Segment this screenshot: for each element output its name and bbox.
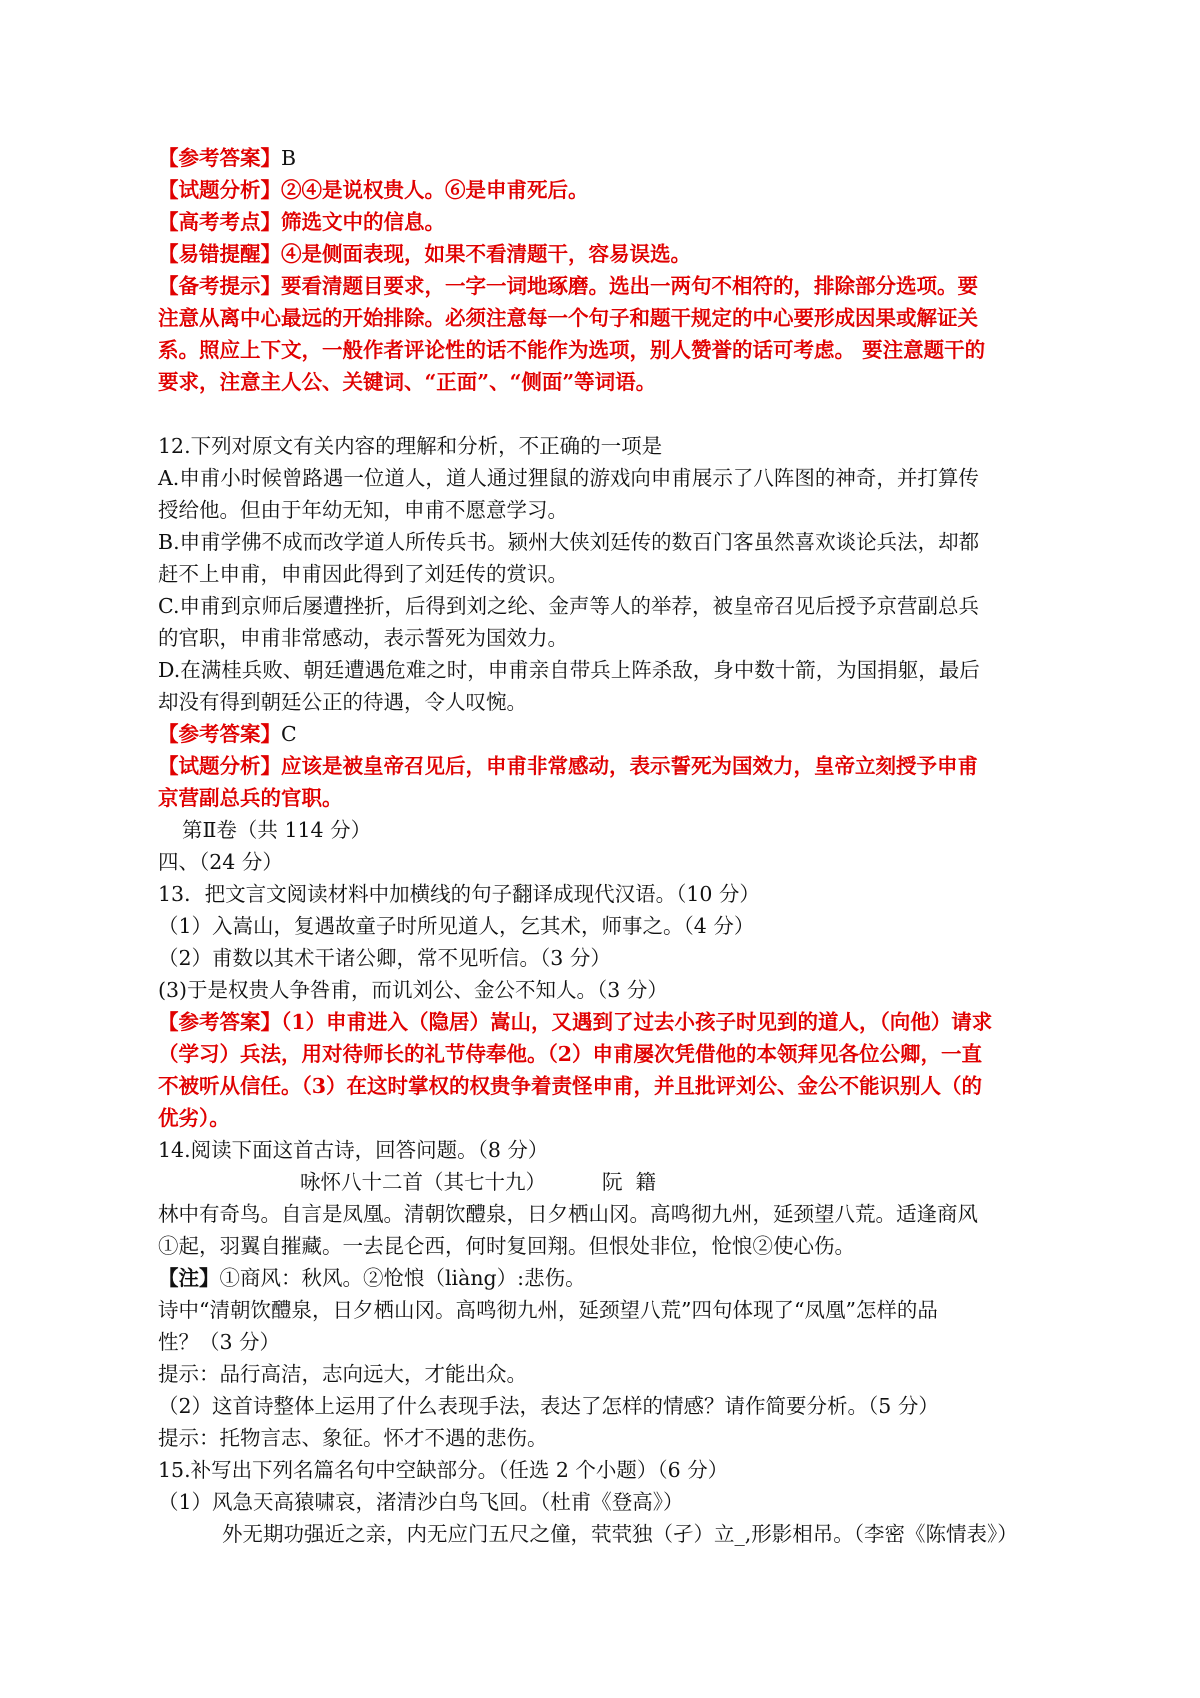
warning-text: ④是侧面表现，如果不看清题干，容易误选。 <box>281 242 691 266</box>
volume-2-heading: 第Ⅱ卷（共 114 分） <box>182 818 372 842</box>
q12-option-b-2: 赶不上申甫，申甫因此得到了刘廷传的赏识。 <box>158 562 568 586</box>
q14-hint-1: 提示：品行高洁，志向远大，才能出众。 <box>158 1362 527 1386</box>
tip-text-3: 系。照应上下文，一般作者评论性的话不能作为选项，别人赞誉的话可考虑。 要注意题干的 <box>158 338 986 362</box>
q12-analysis-tag: 【试题分析】 <box>158 754 281 778</box>
q12-option-d-2: 却没有得到朝廷公正的待遇，令人叹惋。 <box>158 690 527 714</box>
poem-note-line <box>158 1262 1038 1294</box>
q14-sub1-text-1: 诗中“清朝饮醴泉，日夕栖山冈。高鸣彻九州，延颈望八荒”四句体现了“凤凰”怎样的品 <box>158 1298 938 1322</box>
q12-analysis-line <box>158 750 1038 782</box>
q15-item-1: （1）风急天高猿啸哀，渚清沙白鸟飞回。（杜甫《登高》） <box>158 1490 684 1514</box>
q12-option-c-1: C.申甫到京师后屡遭挫折，后得到刘之纶、金声等人的举荐，被皇帝召见后授予京营副总兵 <box>158 594 979 618</box>
exam-point-tag: 【高考考点】 <box>158 210 281 234</box>
q12-option-a-2: 授给他。但由于年幼无知，申甫不愿意学习。 <box>158 498 568 522</box>
poem-text-2: ①起，羽翼自摧藏。一去昆仑西，何时复回翔。但恨处非位，怆悢②使心伤。 <box>158 1234 855 1258</box>
poem-title-line <box>158 1166 1038 1198</box>
q12-answer-value: C <box>281 722 297 746</box>
warning-line <box>158 238 1038 270</box>
q13-answer-text-2: （学习）兵法，用对待师长的礼节侍奉他。（2）申甫屡次凭借他的本领拜见各位公卿，一直 <box>158 1042 983 1066</box>
q13-answer-text-1: （1）申甫进入（隐居）嵩山，又遇到了过去小孩子时见到的道人，（向他）请求 <box>281 1010 993 1034</box>
tip-text-4: 要求，注意主人公、关键词、“正面”、“侧面”等词语。 <box>158 370 657 394</box>
q12-option-c-2: 的官职，申甫非常感动，表示誓死为国效力。 <box>158 626 568 650</box>
document-page <box>158 142 1038 1550</box>
exam-point-line <box>158 206 1038 238</box>
q14-stem: 14.阅读下面这首古诗，回答问题。（8 分） <box>158 1138 549 1162</box>
q13-answer-text-4: 优劣）。 <box>158 1106 230 1130</box>
q14-sub1-text-2: 性？（3 分） <box>158 1330 281 1354</box>
q12-answer-tag: 【参考答案】 <box>158 722 281 746</box>
q12-option-b-1: B.申甫学佛不成而改学道人所传兵书。颍州大侠刘廷传的数百门客虽然喜欢谈论兵法，却都 <box>158 530 980 554</box>
q12-analysis-text-2: 京营副总兵的官职。 <box>158 786 343 810</box>
warning-tag: 【易错提醒】 <box>158 242 281 266</box>
tip-tag: 【备考提示】 <box>158 274 281 298</box>
q14-sub2: （2）这首诗整体上运用了什么表现手法，表达了怎样的情感？请作简要分析。（5 分） <box>158 1394 939 1418</box>
analysis-line <box>158 174 1038 206</box>
q13-stem: 13．把文言文阅读材料中加横线的句子翻译成现代汉语。（10 分） <box>158 882 760 906</box>
q12-option-a-1: A.申甫小时候曾路遇一位道人，道人通过狸鼠的游戏向申甫展示了八阵图的神奇，并打算传 <box>158 466 979 490</box>
q15-item-2: 外无期功强近之亲，内无应门五尺之僮，茕茕独（孑）立_,形影相吊。（李密《陈情表》） <box>222 1522 1018 1546</box>
q13-sentence-3: (3)于是权贵人争咎甫，而讥刘公、金公不知人。（3 分） <box>158 978 668 1002</box>
part-4-heading: 四、（24 分） <box>158 850 283 874</box>
q15-stem: 15.补写出下列名篇名句中空缺部分。（任选 2 个小题）（6 分） <box>158 1458 729 1482</box>
poem-title: 咏怀八十二首（其七十九） <box>300 1170 546 1194</box>
tip-text-1: 要看清题目要求，一字一词地琢磨。选出一两句不相符的，排除部分选项。要 <box>281 274 978 298</box>
q12-analysis-text-1: 应该是被皇帝召见后，申甫非常感动，表示誓死为国效力，皇帝立刻授予申甫 <box>281 754 978 778</box>
q13-answer-tag: 【参考答案】 <box>158 1010 281 1034</box>
q12-answer-line <box>158 718 1038 750</box>
q13-answer-line <box>158 1006 1038 1038</box>
answer-value: B <box>281 146 297 170</box>
spacer <box>158 398 1038 430</box>
analysis-tag: 【试题分析】 <box>158 178 281 202</box>
exam-point-text: 筛选文中的信息。 <box>281 210 445 234</box>
q14-hint-2: 提示：托物言志、象征。怀才不遇的悲伤。 <box>158 1426 548 1450</box>
q13-answer-text-3: 不被听从信任。（3）在这时掌权的权贵争着责怪申甫，并且批评刘公、金公不能识别人（的 <box>158 1074 983 1098</box>
poem-text-1: 林中有奇鸟。自言是凤凰。清朝饮醴泉，日夕栖山冈。高鸣彻九州，延颈望八荒。适逢商风 <box>158 1202 978 1226</box>
answer-line <box>158 142 1038 174</box>
q13-sentence-1: （1）入嵩山，复遇故童子时所见道人，乞其术，师事之。（4 分） <box>158 914 755 938</box>
q13-sentence-2: （2）甫数以其术干诸公卿，常不见听信。（3 分） <box>158 946 611 970</box>
q12-stem: 12.下列对原文有关内容的理解和分析，不正确的一项是 <box>158 434 663 458</box>
tip-line <box>158 270 1038 302</box>
q12-option-d-1: D.在满桂兵败、朝廷遭遇危难之时，申甫亲自带兵上阵杀敌，身中数十箭，为国捐躯，最后 <box>158 658 980 682</box>
note-tag: 【注】 <box>158 1266 220 1290</box>
note-text: ①商风：秋风。②怆悢（liàng）:悲伤。 <box>219 1266 586 1290</box>
poem-author: 阮 籍 <box>602 1170 657 1194</box>
analysis-text: ②④是说权贵人。⑥是申甫死后。 <box>281 178 589 202</box>
answer-tag: 【参考答案】 <box>158 146 281 170</box>
tip-text-2: 注意从离中心最远的开始排除。必须注意每一个句子和题干规定的中心要形成因果或解证关 <box>158 306 978 330</box>
